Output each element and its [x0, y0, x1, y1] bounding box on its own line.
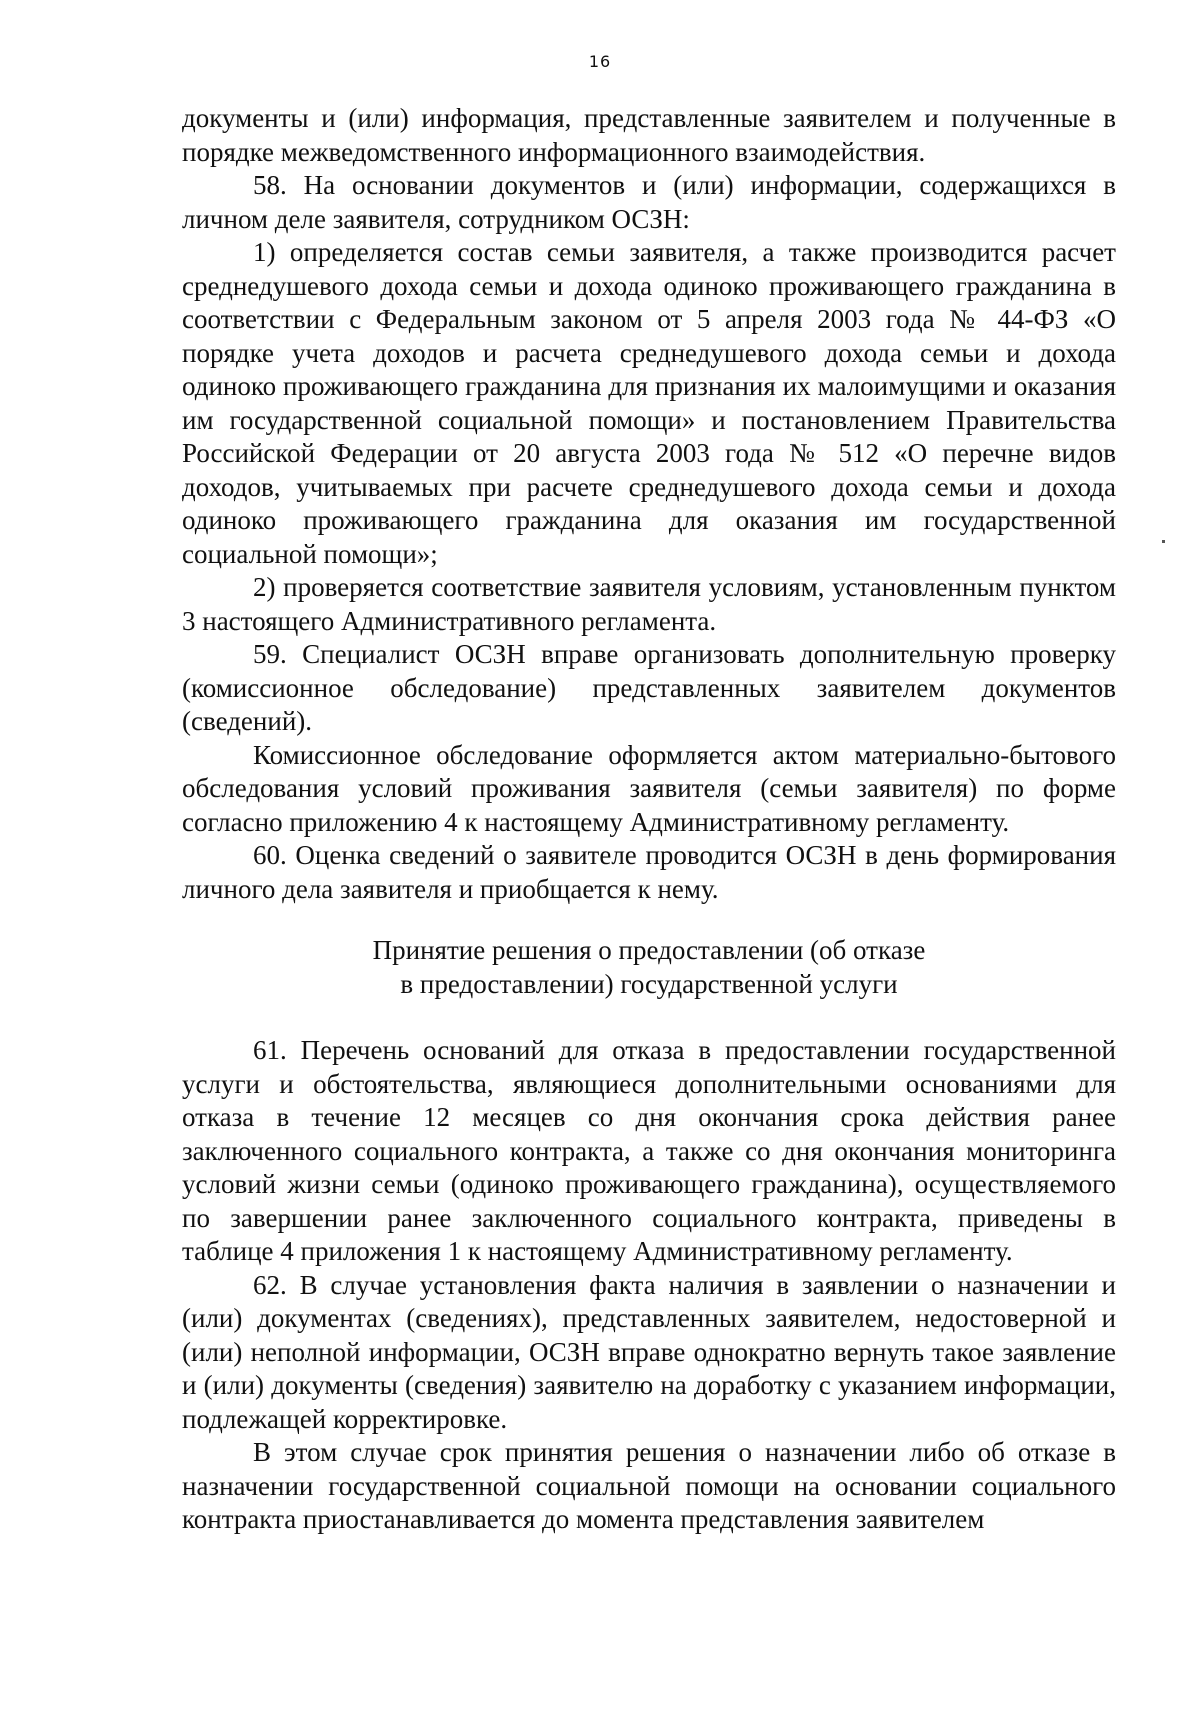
- paragraph-58-item-1: 1) определяется состав семьи заявителя, а также производится расчет среднедушевого дохода семьи и дохода одиноко проживающего гражданина в соответствии с Федеральным законом от 5 апреля 2003 года № 44-ФЗ «О порядке учета доходов и расчета среднедушевого дохода семьи и дохода одиноко проживающего гражданина для признания их малоимущими и оказания им государственной социальной помощи» и постановлением Правительства Российской Федерации от 20 августа 2003 года № 512 «О перечне видов доходов, учитываемых при расчете среднедушевого дохода семьи и дохода одиноко проживающего гражданина для оказания им государственной социальной помощи»;: [182, 237, 1116, 569]
- paragraph-62: 62. В случае установления факта наличия в заявлении о назначении и (или) документах (сведениях), представленных заявителем, недостоверной и (или) неполной информации, ОСЗН вправе однократно вернуть такое заявление и (или) документы (сведения) заявителю на доработку с указанием информации, подлежащей корректировке.: [182, 1269, 1116, 1434]
- paragraph-58-item-2: 2) проверяется соответствие заявителя условиям, установленным пунктом 3 настоящего Административного регламента.: [182, 572, 1116, 636]
- section-heading-line-1: Принятие решения о предоставлении (об отказе: [372, 935, 926, 965]
- paragraph-continuation: документы и (или) информация, представленные заявителем и полученные в порядке межведомственного информационного взаимодействия.: [182, 103, 1116, 167]
- section-heading-line-2: в предоставлении) государственной услуги: [400, 968, 898, 999]
- paragraph-62-suspension: В этом случае срок принятия решения о назначении либо об отказе в назначении государственной социальной помощи на основании социального контракта приостанавливается до момента представления заявителем: [182, 1437, 1116, 1534]
- paragraph-58: 58. На основании документов и (или) информации, содержащихся в личном деле заявителя, сотрудником ОСЗН:: [182, 170, 1116, 234]
- paragraph-60: 60. Оценка сведений о заявителе проводится ОСЗН в день формирования личного дела заявителя и приобщается к нему.: [182, 840, 1116, 904]
- section-heading: [182, 934, 1116, 1001]
- paragraph-59-inspection: Комиссионное обследование оформляется актом материально-бытового обследования условий проживания заявителя (семьи заявителя) по форме согласно приложению 4 к настоящему Административному регламенту.: [182, 739, 1116, 837]
- scan-speck: [1162, 540, 1165, 543]
- paragraph-61: 61. Перечень оснований для отказа в предоставлении государственной услуги и обстоятельства, являющиеся дополнительными основаниями для отказа в течение 12 месяцев со дня окончания срока действия ранее заключенного социального контракта, а также со дня окончания мониторинга условий жизни семьи (одиноко проживающего гражданина), осуществляемого по завершении ранее заключенного социального контракта, приведены в таблице 4 приложения 1 к настоящему Административному регламенту.: [182, 1035, 1116, 1266]
- page-number: 16: [588, 52, 612, 71]
- paragraph-59: 59. Специалист ОСЗН вправе организовать дополнительную проверку (комиссионное обследование) представленных заявителем документов (сведений).: [182, 639, 1116, 736]
- document-body: [182, 102, 1116, 1537]
